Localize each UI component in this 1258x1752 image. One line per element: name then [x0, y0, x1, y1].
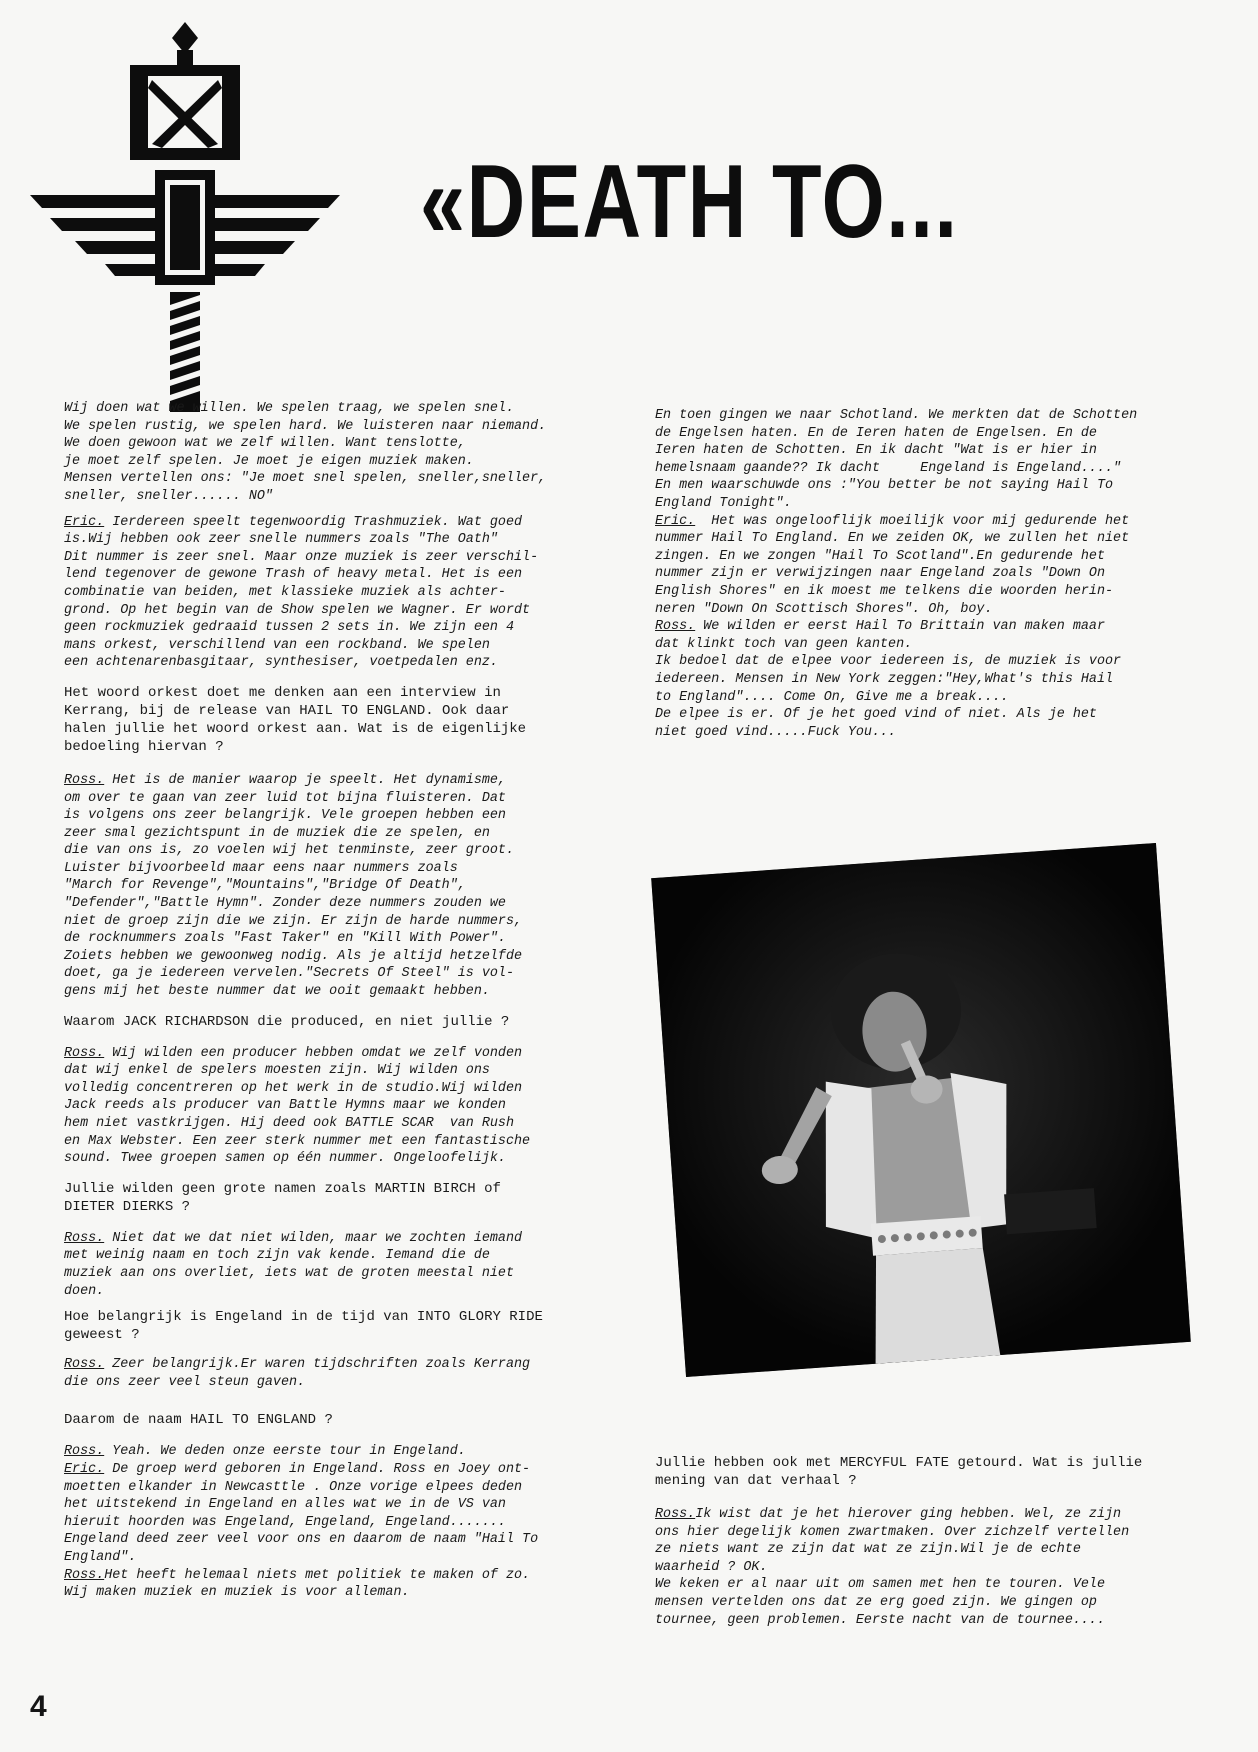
answer-ross-5 — [64, 1443, 639, 1601]
speaker-label: Ross. — [64, 1567, 105, 1583]
text-line: Jullie hebben ook met MERCYFUL FATE getourd. Wat is jullie — [655, 1455, 1143, 1471]
text-line: grond. Op het begin van de Show spelen we Wagner. Er wordt — [64, 602, 531, 618]
text-line: We keken er al naar uit om samen met hen te touren. Vele — [655, 1577, 1105, 1593]
text-line: We spelen rustig, we spelen hard. We luisteren naar niemand. — [64, 418, 547, 434]
text-line: Hoe belangrijk is Engeland in de tijd van INTO GLORY RIDE — [64, 1309, 543, 1326]
text-line: Engeland deed zeer veel voor ons en daarom de naam "Hail To — [64, 1532, 539, 1548]
text-line: niet de groep zijn die we zijn. Er zijn de harde nummers, — [64, 913, 523, 929]
text-line: bedoeling hiervan ? — [64, 738, 224, 755]
text-line: Wij doen wat we willen. We spelen traag, we spelen snel. — [64, 401, 514, 416]
text-line: dat klinkt toch van geen kanten. — [655, 636, 913, 652]
text-line: en Max Webster. Een zeer sterk nummer met een fantastische — [64, 1133, 531, 1149]
text-line: hieruit hoorden was Engeland, Engeland, Engeland....... — [64, 1514, 506, 1530]
text-line: Wij maken muziek en muziek is voor alleman. — [64, 1585, 410, 1601]
speaker-label: Ross. — [64, 1230, 105, 1246]
answer-ross-mercyful — [655, 1506, 1230, 1629]
text-line: je moet zelf spelen. Je moet je eigen muziek maken. — [64, 453, 474, 469]
text-line: Het woord orkest doet me denken aan een interview in — [64, 684, 501, 701]
speaker-label: Ross. — [64, 1357, 105, 1373]
text-line: Niet dat we dat niet wilden, maar we zochten iemand — [104, 1230, 523, 1246]
text-line: niet goed vind.....Fuck You... — [655, 724, 897, 740]
text-line: het uitstekend in Engeland en alles wat we in de VS van — [64, 1497, 506, 1513]
text-line: Wij wilden een producer hebben omdat we zelf vonden — [104, 1045, 523, 1061]
text-line: ons hier degelijk komen zwartmaken. Over zichzelf vertellen — [655, 1524, 1130, 1540]
text-line: Ierdereen speelt tegenwoordig Trashmuziek. Wat goed — [104, 514, 523, 530]
right-column — [655, 407, 1230, 741]
text-line: geen rockmuziek gedraaid tussen 2 sets in. We zijn een 4 — [64, 620, 514, 636]
question-2 — [64, 1013, 639, 1031]
text-line: "March for Revenge","Mountains","Bridge Of Death", — [64, 878, 466, 894]
text-line: die van ons is, zo voelen wij het tenminste, zeer groot. — [64, 843, 514, 859]
text-line: Jullie wilden geen grote namen zoals MARTIN BIRCH of — [64, 1180, 501, 1197]
text-line: die ons zeer veel steun gaven. — [64, 1374, 306, 1390]
text-line: neren "Down On Scottisch Shores". Oh, boy. — [655, 601, 993, 617]
text-line: England Tonight". — [655, 495, 792, 511]
speaker-label: Eric. — [64, 514, 105, 530]
text-line: Zeer belangrijk.Er waren tijdschriften zoals Kerrang — [104, 1357, 531, 1373]
text-line: een achtenarenbasgitaar, synthesiser, voetpedalen enz. — [64, 655, 498, 671]
left-column — [64, 400, 639, 1610]
speaker-label: Eric. — [655, 513, 696, 529]
question-mercyful-fate — [655, 1454, 1230, 1490]
text-line: Yeah. We deden onze eerste tour in Engeland. — [104, 1444, 466, 1460]
text-line: nummer zijn er verwijzingen naar Engeland zoals "Down On — [655, 566, 1105, 582]
text-line: gens mij het beste nummer dat we ooit gemaakt hebben. — [64, 984, 490, 1000]
text-line: mening van dat verhaal ? — [655, 1473, 857, 1489]
text-line: volledig concentreren op het werk in de studio.Wij wilden — [64, 1080, 523, 1096]
text-line: met weinig naam en toch zijn vak kende. Iemand die de — [64, 1248, 490, 1264]
question-1 — [64, 684, 639, 756]
text-line: DIETER DIERKS ? — [64, 1198, 191, 1215]
text-line: de Engelsen haten. En de Ieren haten de Engelsen. En de — [655, 425, 1097, 441]
text-line: mensen vertelden ons dat ze erg goed zijn. We gingen op — [655, 1594, 1097, 1610]
headline: «DEATH TO... — [420, 144, 959, 260]
speaker-label: Eric. — [64, 1461, 105, 1477]
speaker-label: Ross. — [64, 1045, 105, 1061]
text-line: Ieren haten de Schotten. En ik dacht "Wat is er hier in — [655, 443, 1097, 459]
answer-eric-1 — [64, 514, 639, 672]
text-line: Waarom JACK RICHARDSON die produced, en niet jullie ? — [64, 1013, 510, 1030]
text-line: tournee, geen problemen. Eerste nacht van de tournee.... — [655, 1612, 1105, 1628]
text-line: En men waarschuwde ons :"You better be not saying Hail To — [655, 478, 1114, 494]
intro-paragraph — [64, 400, 639, 506]
text-line: doen. — [64, 1283, 105, 1299]
answer-ross-3 — [64, 1230, 639, 1300]
answer-ross-1 — [64, 772, 639, 1001]
text-line: combinatie van beiden, met klassieke muziek als achter- — [64, 584, 506, 600]
text-line: is volgens ons zeer belangrijk. Vele groepen hebben een — [64, 808, 506, 824]
text-line: lend tegenover de gewone Trash of heavy metal. Het is een — [64, 567, 523, 583]
text-line: hemelsnaam gaande?? Ik dacht Engeland is Engeland...." — [655, 460, 1122, 476]
speaker-label: Ross. — [655, 619, 696, 635]
text-line: England". — [64, 1549, 137, 1565]
answer-ross-2 — [64, 1045, 639, 1168]
text-line: om over te gaan van zeer luid tot bijna fluisteren. Dat — [64, 790, 506, 806]
text-line: Het heeft helemaal niets met politiek te maken of zo. — [104, 1567, 531, 1583]
text-line: Zoiets hebben we gewoonweg nodig. Als je altijd hetzelfde — [64, 948, 523, 964]
text-line: dat wij enkel de spelers moesten zijn. Wij wilden ons — [64, 1063, 490, 1079]
text-line: mans orkest, verschillend van een rockband. We spelen — [64, 637, 490, 653]
text-line: moetten elkander in Newcasttle . Onze vorige elpees deden — [64, 1479, 523, 1495]
text-line: English Shores" en ik moest me telkens die woorden herin- — [655, 583, 1114, 599]
text-line: En toen gingen we naar Schotland. We merkten dat de Schotten — [655, 408, 1138, 423]
text-line: is.Wij hebben ook zeer snelle nummers zoals "The Oath" — [64, 532, 498, 548]
singer-silhouette — [651, 843, 1191, 1377]
text-line: sound. Twee groepen samen op één nummer. Ongeloofelijk. — [64, 1151, 506, 1167]
text-line: De groep werd geboren in Engeland. Ross en Joey ont- — [104, 1461, 531, 1477]
text-line: We doen gewoon wat we zelf willen. Want tenslotte, — [64, 436, 466, 452]
text-line: Luister bijvoorbeeld maar eens naar nummers zoals — [64, 860, 458, 876]
text-line: De elpee is er. Of je het goed vind of niet. Als je het — [655, 707, 1097, 723]
text-line: Het is de manier waarop je speelt. Het dynamisme, — [104, 772, 506, 788]
text-line: Daarom de naam HAIL TO ENGLAND ? — [64, 1412, 333, 1429]
text-line: Kerrang, bij de release van HAIL TO ENGLAND. Ook daar — [64, 702, 510, 719]
speaker-label: Ross. — [655, 1507, 696, 1522]
text-line: doet, ga je iedereen vervelen."Secrets Of Steel" is vol- — [64, 966, 514, 982]
speaker-label: Ross. — [64, 1444, 105, 1460]
text-line: Jack reeds als producer van Battle Hymns maar we konden — [64, 1098, 506, 1114]
question-5 — [64, 1411, 639, 1429]
text-line: "Defender","Battle Hymn". Zonder deze nummers zouden we — [64, 896, 506, 912]
text-line: waarheid ? OK. — [655, 1559, 768, 1575]
manowar-hammer-logo — [30, 20, 340, 420]
text-line: Ik bedoel dat de elpee voor iedereen is, de muziek is voor — [655, 654, 1122, 670]
text-line: Dit nummer is zeer snel. Maar onze muziek is zeer verschil- — [64, 549, 539, 565]
speaker-label: Ross. — [64, 772, 105, 788]
text-line: muziek aan ons overliet, iets wat de groten meestal niet — [64, 1265, 514, 1281]
text-line: halen jullie het woord orkest aan. Wat is de eigenlijke — [64, 720, 527, 737]
right-intro-paragraph — [655, 407, 1230, 741]
text-line: We wilden er eerst Hail To Brittain van maken maar — [695, 619, 1106, 635]
text-line: Ik wist dat je het hierover ging hebben. Wel, ze zijn — [695, 1507, 1122, 1522]
text-line: iedereen. Mensen in New York zeggen:"Hey,What's this Hail — [655, 671, 1114, 687]
text-line: to England".... Come On, Give me a break.... — [655, 689, 1009, 705]
right-column-bottom — [655, 1454, 1230, 1637]
question-4 — [64, 1308, 639, 1344]
text-line: ze niets want ze zijn dat wat ze zijn.Wil je de echte — [655, 1542, 1081, 1558]
text-line: hem niet vastkrijgen. Hij deed ook BATTLE SCAR van Rush — [64, 1116, 514, 1131]
text-line: zeer smal gezichtspunt in de muziek die ze spelen, en — [64, 825, 490, 841]
text-line: zingen. En we zongen "Hail To Scotland".En gedurende het — [655, 548, 1105, 564]
answer-ross-4 — [64, 1356, 639, 1391]
text-line: sneller, sneller...... NO" — [64, 488, 273, 504]
text-line: geweest ? — [64, 1327, 140, 1344]
question-3 — [64, 1180, 639, 1216]
page-number: 4 — [30, 1690, 47, 1723]
text-line: Mensen vertellen ons: "Je moet snel spelen, sneller,sneller, — [64, 471, 547, 487]
text-line: nummer Hail To England. En we zeiden OK, we zullen het niet — [655, 531, 1130, 547]
text-line: Het was ongelooflijk moeilijk voor mij gedurende het — [695, 513, 1130, 529]
concert-photo — [651, 843, 1191, 1377]
text-line: de rocknummers zoals "Fast Taker" en "Kill With Power". — [64, 931, 506, 947]
